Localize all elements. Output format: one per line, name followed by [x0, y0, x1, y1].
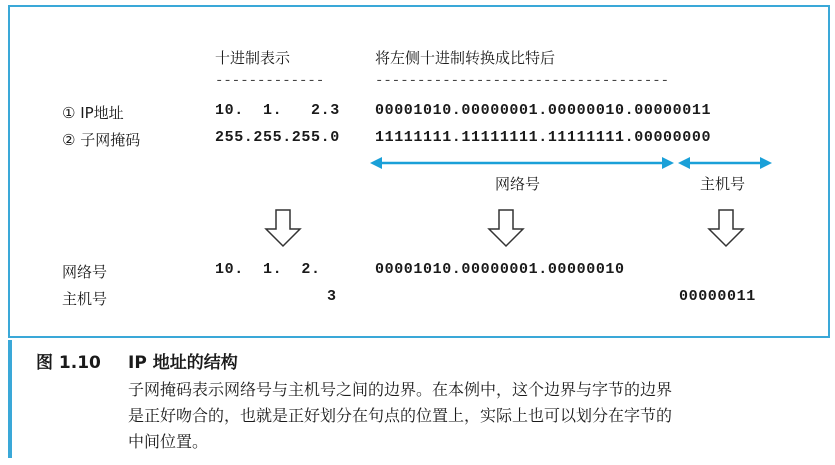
row-mask-label: ② 子网掩码 — [62, 131, 141, 149]
caption-line: 子网掩码表示网络号与主机号之间的边界。在本例中，这个边界与字节的边界 — [128, 380, 673, 399]
row-ip-label: ① IP地址 — [62, 104, 124, 122]
dash-left: ------------- — [215, 73, 325, 89]
result-host-decimal: 3 — [327, 288, 337, 305]
host-arrow — [678, 157, 772, 169]
result-network-decimal: 10. 1. 2. — [215, 261, 321, 278]
result-host-binary: 00000011 — [679, 288, 756, 305]
network-arrow — [370, 157, 674, 169]
result-network-binary: 00001010.00000001.00000010 — [375, 261, 625, 278]
result-network-label: 网络号 — [62, 263, 108, 281]
caption-line: 是正好吻合的，也就是正好划分在句点的位置上，实际上也可以划分在字节的 — [128, 406, 673, 425]
row-mask-decimal: 255.255.255.0 — [215, 129, 340, 146]
header-decimal: 十进制表示 — [215, 49, 291, 67]
figure-title: IP 地址的结构 — [128, 353, 238, 373]
row-ip-binary: 00001010.00000001.00000010.00000011 — [375, 102, 712, 119]
host-label: 主机号 — [700, 175, 746, 193]
caption-accent-bar — [8, 340, 12, 458]
network-label: 网络号 — [495, 175, 541, 193]
caption-line: 中间位置。 — [128, 432, 209, 451]
figure-number: 图 1.10 — [36, 353, 101, 373]
dash-right: ----------------------------------- — [375, 73, 670, 89]
row-ip-decimal: 10. 1. 2.3 — [215, 102, 340, 119]
down-arrow-icon — [266, 210, 743, 246]
header-binary: 将左侧十进制转换成比特后 — [375, 49, 556, 67]
result-host-label: 主机号 — [62, 290, 108, 308]
row-mask-binary: 11111111.11111111.11111111.00000000 — [375, 129, 712, 146]
